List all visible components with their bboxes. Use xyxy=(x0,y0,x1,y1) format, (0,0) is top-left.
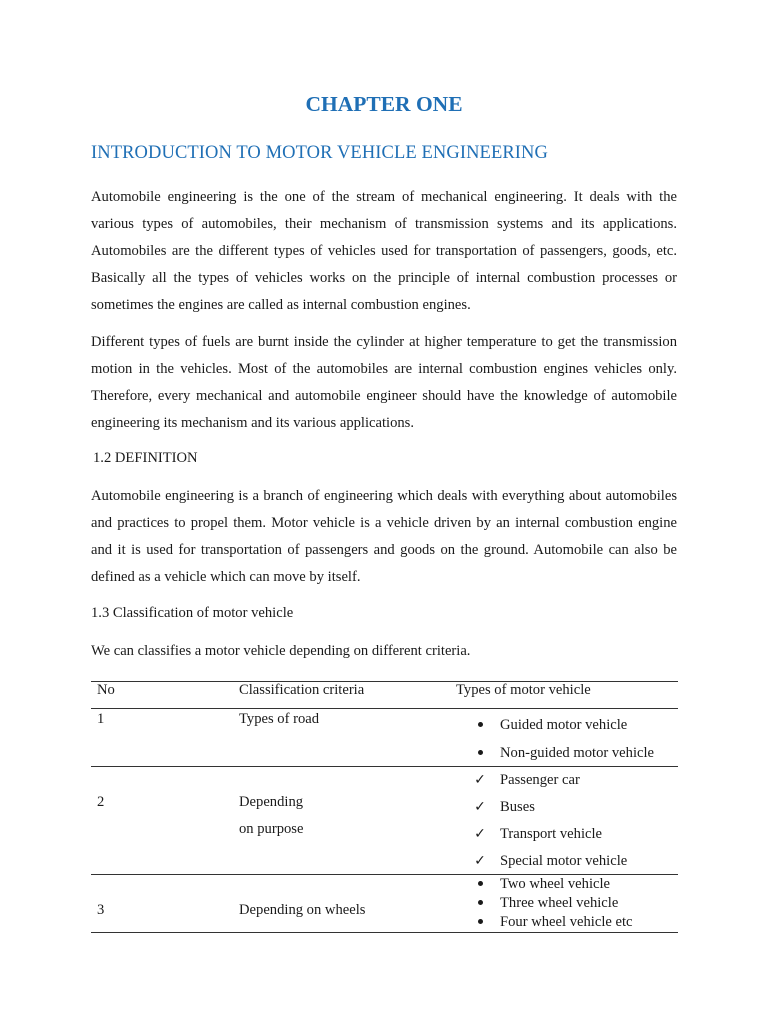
table-row xyxy=(91,874,678,933)
bullet-icon xyxy=(470,711,490,739)
section-title: INTRODUCTION TO MOTOR VEHICLE ENGINEERING xyxy=(91,143,548,163)
row-criteria: Types of road xyxy=(239,711,320,727)
list-item: Two wheel vehicle xyxy=(456,875,633,894)
table-row xyxy=(91,708,678,766)
row-number: 3 xyxy=(97,902,105,918)
intro-paragraph-2: Different types of fuels are burnt inside the cylinder at higher temperature to get the transmission motion in the vehicles. Most of the automobiles are internal combustion engines vehicles only. Therefore, every mechanical and automobile engineer should have the knowledge of automobile engineering its mechanism and its various applications. xyxy=(91,334,677,431)
table-header-row xyxy=(91,681,678,708)
classification-heading: 1.3 Classification of motor vehicle xyxy=(91,605,294,621)
bullet-icon xyxy=(470,739,490,767)
classification-intro: We can classifies a motor vehicle depending on different criteria. xyxy=(91,643,471,659)
checkmark-icon: ✓ xyxy=(474,799,486,815)
list-item: Non-guided motor vehicle xyxy=(456,739,654,767)
row-criteria-line2: on purpose xyxy=(239,821,304,837)
bullet-icon xyxy=(470,894,490,913)
list-item: ✓ Special motor vehicle xyxy=(456,848,627,875)
types-list xyxy=(456,875,633,932)
header-no: No xyxy=(97,682,115,698)
row-criteria: Depending on wheels xyxy=(239,902,366,918)
list-item: Guided motor vehicle xyxy=(456,711,654,739)
types-list xyxy=(456,767,627,875)
intro-paragraph-1: Automobile engineering is the one of the stream of mechanical engineering. It deals with the various types of automobiles, their mechanism of transmission systems and its applications. Automobiles are the different types of vehicles used for transportation of passengers, goods, etc. Basically all the types of vehicles works on the principle of internal combustion processes or sometimes the engines are called as internal combustion engines. xyxy=(91,189,677,313)
chapter-title: CHAPTER ONE xyxy=(305,92,463,116)
row-number: 1 xyxy=(97,711,105,727)
classification-table xyxy=(91,681,678,933)
bullet-icon xyxy=(470,913,490,932)
checkmark-icon: ✓ xyxy=(474,826,486,842)
row-number: 2 xyxy=(97,794,105,810)
bullet-icon xyxy=(470,875,490,894)
header-criteria: Classification criteria xyxy=(239,682,365,698)
list-item: ✓ Passenger car xyxy=(456,767,627,794)
header-types: Types of motor vehicle xyxy=(456,682,591,698)
definition-heading: 1.2 DEFINITION xyxy=(93,450,198,466)
list-item: Four wheel vehicle etc xyxy=(456,913,633,932)
table-row xyxy=(91,766,678,874)
checkmark-icon: ✓ xyxy=(474,853,486,869)
types-list xyxy=(456,711,654,767)
list-item: Three wheel vehicle xyxy=(456,894,633,913)
list-item: ✓ Transport vehicle xyxy=(456,821,627,848)
list-item: ✓ Buses xyxy=(456,794,627,821)
definition-paragraph: Automobile engineering is a branch of engineering which deals with everything about automobiles and practices to propel them. Motor vehicle is a vehicle driven by an internal combustion engine and it is used for transportation of passengers and goods on the ground. Automobile can also be defined as a vehicle which can move by itself. xyxy=(91,488,677,585)
checkmark-icon: ✓ xyxy=(474,772,486,788)
row-criteria: Depending xyxy=(239,794,304,810)
